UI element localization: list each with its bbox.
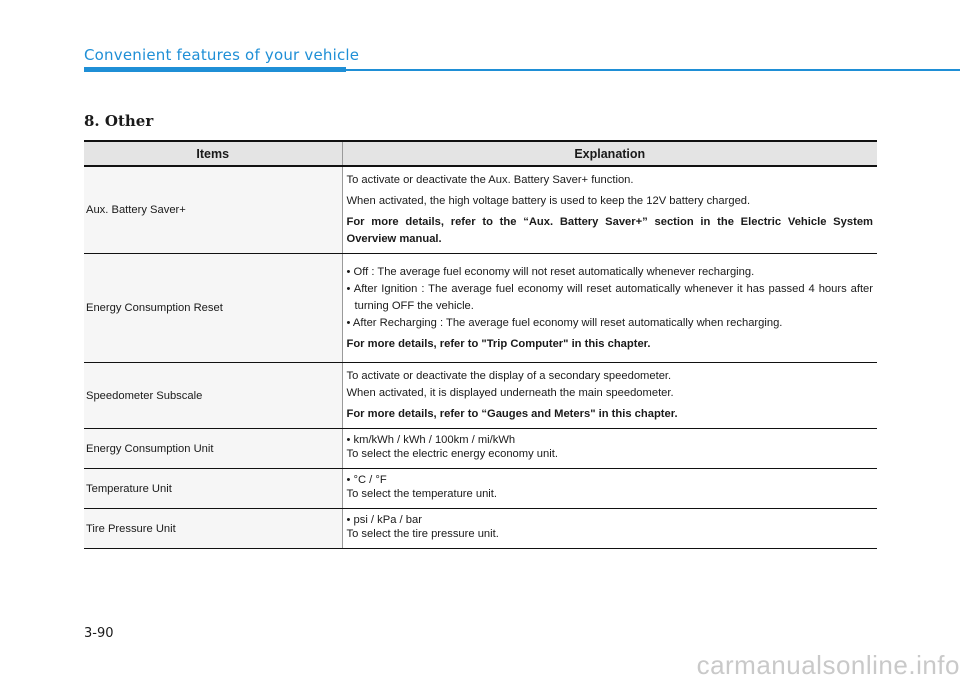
chapter-header-title: Convenient features of your vehicle [84,46,360,64]
explanation-line: When activated, it is displayed underneath the main speedometer. [346,387,674,399]
header-rule [346,69,960,71]
explanation-bullet: • After Ignition : The average fuel economy will reset automatically whenever it has passed 4 hours after turning OFF the vehicle. [346,282,873,312]
features-table [84,140,877,549]
explanation-line: To select the tire pressure unit. [346,528,499,540]
explanation-cell [342,254,877,363]
explanation-note: For more details, refer to the “Aux. Battery Saver+” section in the Electric Vehicle System Overview manual. [346,216,873,245]
explanation-note: For more details, refer to "Trip Computer" in this chapter. [346,337,651,350]
item-cell: Temperature Unit [84,469,342,509]
explanation-line: To activate or deactivate the Aux. Battery Saver+ function. [346,174,634,186]
header-accent-bar [84,67,346,72]
explanation-line: To select the electric energy economy unit. [346,448,558,460]
table-row [84,509,877,549]
table-row [84,469,877,509]
item-cell: Speedometer Subscale [84,363,342,429]
section-title: 8. Other [84,112,154,130]
explanation-cell [342,469,877,509]
table-header-row [84,141,877,166]
explanation-line: To activate or deactivate the display of a secondary speedometer. [346,370,672,382]
explanation-line: • psi / kPa / bar [346,514,422,526]
table-row [84,254,877,363]
page-number: 3-90 [84,626,114,641]
explanation-line: When activated, the high voltage battery is used to keep the 12V battery charged. [346,195,751,207]
explanation-cell [342,363,877,429]
explanation-cell [342,429,877,469]
explanation-note: For more details, refer to “Gauges and Meters" in this chapter. [346,408,678,420]
item-cell: Energy Consumption Unit [84,429,342,469]
table-row [84,363,877,429]
explanation-line: • km/kWh / kWh / 100km / mi/kWh [346,434,516,446]
explanation-cell [342,509,877,549]
explanation-line: To select the temperature unit. [346,488,497,500]
column-header-items: Items [84,141,342,166]
explanation-bullet: • After Recharging : The average fuel economy will reset automatically when recharging. [346,316,783,329]
explanation-bullet: • Off : The average fuel economy will not reset automatically whenever recharging. [346,265,755,278]
item-cell: Aux. Battery Saver+ [84,166,342,254]
column-header-explanation: Explanation [342,141,877,166]
item-cell: Tire Pressure Unit [84,509,342,549]
item-cell: Energy Consumption Reset [84,254,342,363]
explanation-line: • °C / °F [346,474,387,486]
table-row [84,166,877,254]
watermark-text: carmanualsonline.info [696,650,960,680]
explanation-cell [342,166,877,254]
table-row [84,429,877,469]
